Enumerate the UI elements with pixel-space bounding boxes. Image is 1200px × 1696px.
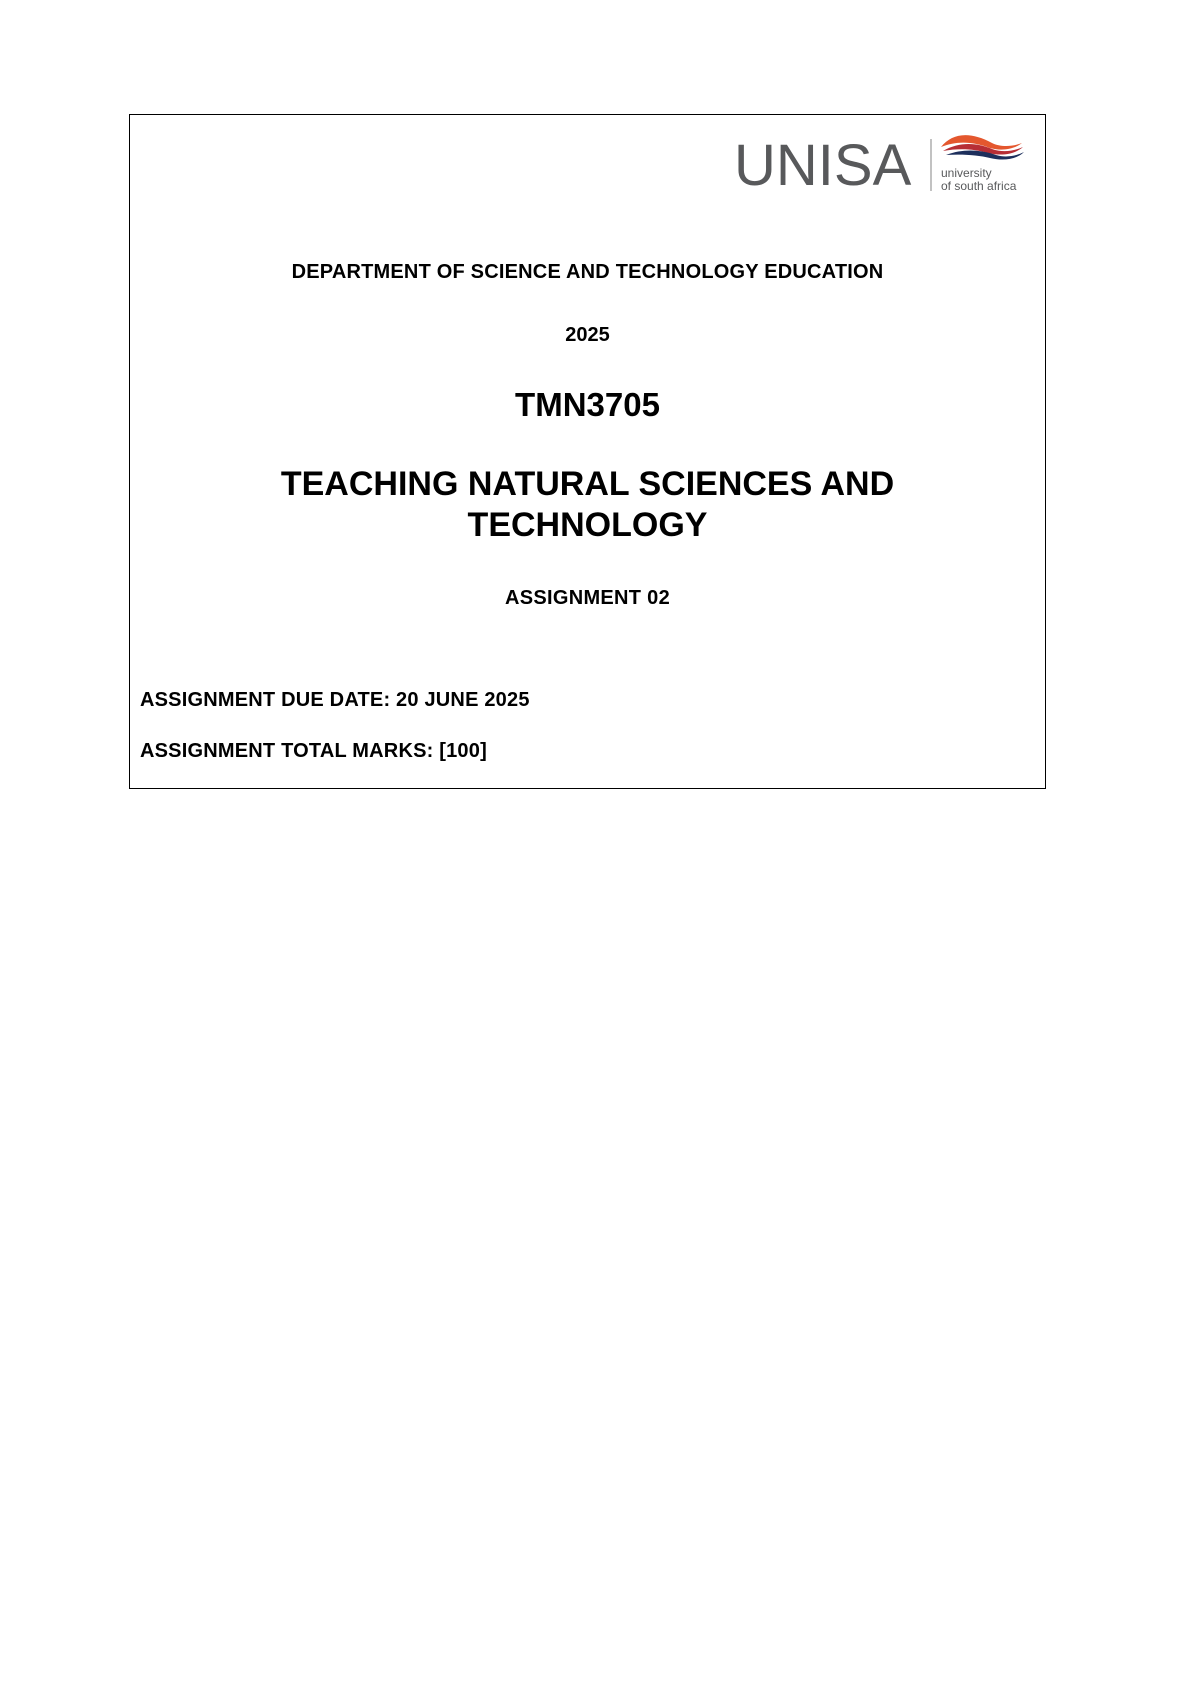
module-title-line2: TECHNOLOGY [467, 506, 708, 544]
module-title [130, 464, 1045, 546]
assignment-number: ASSIGNMENT 02 [504, 587, 671, 609]
module-code: TMN3705 [515, 386, 660, 423]
module-title-line1: TEACHING NATURAL SCIENCES AND [280, 465, 895, 503]
academic-year: 2025 [565, 324, 610, 346]
logo-wordmark: UNISA [734, 133, 912, 193]
unisa-logo [730, 129, 1030, 193]
total-marks: ASSIGNMENT TOTAL MARKS: [100] [140, 740, 487, 762]
department-heading: DEPARTMENT OF SCIENCE AND TECHNOLOGY EDUCATION [291, 261, 884, 283]
logo-tagline-line2: of south africa [941, 179, 1017, 193]
due-date: ASSIGNMENT DUE DATE: 20 JUNE 2025 [140, 689, 530, 711]
logo-tagline-line1: university [941, 166, 992, 180]
cover-page-box [129, 114, 1046, 789]
